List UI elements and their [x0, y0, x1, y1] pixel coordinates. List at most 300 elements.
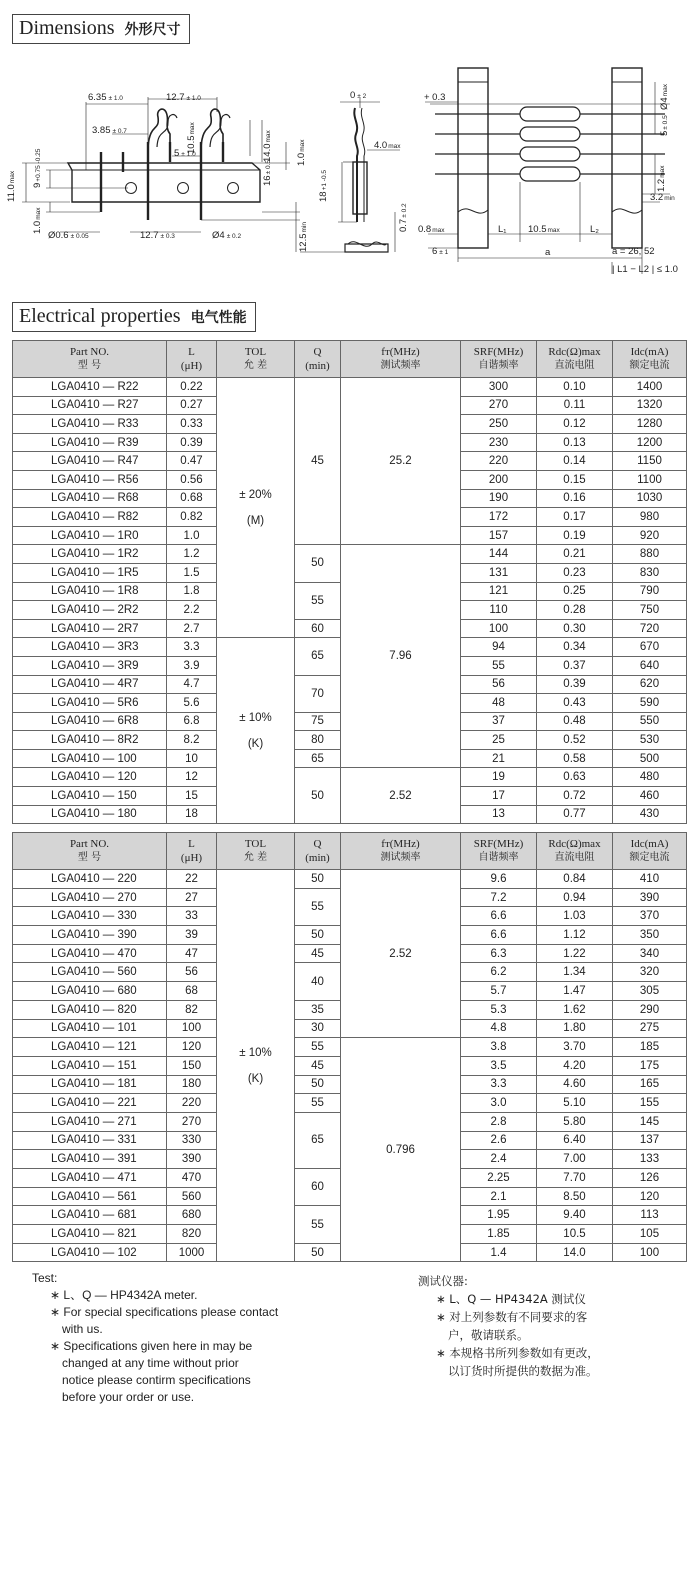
header-rdc: Rdc(Ω)max 直流电阻 [537, 833, 613, 870]
dim-12-5: 12.5min [298, 222, 309, 252]
cell-inductance: 68 [167, 982, 217, 1001]
cell-srf: 1.85 [461, 1225, 537, 1244]
cell-inductance: 39 [167, 926, 217, 945]
dim-body-dia: Ø4max [659, 84, 670, 110]
cell-srf: 144 [461, 545, 537, 564]
cell-idc: 430 [613, 805, 687, 824]
cell-srf: 172 [461, 508, 537, 527]
cell-idc: 1100 [613, 470, 687, 489]
note-zh-1: ∗ L、Q — HP4342A 测试仪 [436, 1292, 586, 1306]
cell-inductance: 47 [167, 944, 217, 963]
cell-rdc: 1.80 [537, 1019, 613, 1038]
electrical-table-2 [12, 832, 687, 1262]
cell-rdc: 0.48 [537, 712, 613, 731]
cell-q-min: 35 [295, 1000, 341, 1019]
cell-inductance: 3.3 [167, 638, 217, 657]
cell-q-min: 65 [295, 749, 341, 768]
cell-part-number: LGA0410 — 181 [13, 1075, 167, 1094]
dim-0-7: 0.7± 0.2 [398, 203, 409, 232]
cell-q-min: 55 [295, 1094, 341, 1113]
cell-test-frequency: 2.52 [341, 870, 461, 1038]
cell-rdc: 0.14 [537, 452, 613, 471]
cell-q-min: 45 [295, 378, 341, 545]
cell-rdc: 0.37 [537, 656, 613, 675]
dim-12-7-bottom: 12.7 ± 0.3 [140, 230, 175, 241]
dim-9: 9+0.75 -0.25 [32, 148, 43, 188]
cell-idc: 720 [613, 619, 687, 638]
cell-rdc: 0.17 [537, 508, 613, 527]
cell-part-number: LGA0410 — R39 [13, 433, 167, 452]
cell-part-number: LGA0410 — 121 [13, 1038, 167, 1057]
cell-part-number: LGA0410 — 1R8 [13, 582, 167, 601]
cell-rdc: 0.52 [537, 731, 613, 750]
dim-plus-0-3: + 0.3 [424, 92, 446, 103]
cell-srf: 6.3 [461, 944, 537, 963]
cell-srf: 2.25 [461, 1169, 537, 1188]
cell-idc: 830 [613, 563, 687, 582]
cell-inductance: 180 [167, 1075, 217, 1094]
cell-srf: 121 [461, 582, 537, 601]
cell-idc: 165 [613, 1075, 687, 1094]
header-tol: TOL 允 差 [217, 833, 295, 870]
tolerance-code: (K) [247, 1072, 264, 1085]
cell-q-min: 55 [295, 1206, 341, 1243]
cell-rdc: 4.60 [537, 1075, 613, 1094]
dim-1-0-bottom: 1.0max [32, 207, 43, 234]
cell-part-number: LGA0410 — 270 [13, 888, 167, 907]
cell-part-number: LGA0410 — 331 [13, 1131, 167, 1150]
cell-rdc: 0.16 [537, 489, 613, 508]
dim-18: 18+1 -0.5 [318, 170, 329, 202]
dim-5: 5 ± 1.0 [174, 148, 196, 159]
cell-rdc: 0.39 [537, 675, 613, 694]
cell-idc: 305 [613, 982, 687, 1001]
cell-rdc: 1.03 [537, 907, 613, 926]
notes-zh-title: 测试仪器: [418, 1274, 468, 1288]
cell-rdc: 0.25 [537, 582, 613, 601]
cell-inductance: 12 [167, 768, 217, 787]
cell-q-min: 50 [295, 870, 341, 889]
cell-idc: 290 [613, 1000, 687, 1019]
cell-q-min: 40 [295, 963, 341, 1000]
cell-part-number: LGA0410 — 390 [13, 926, 167, 945]
dim-l2: L₂ [590, 224, 599, 235]
cell-idc: 105 [613, 1225, 687, 1244]
cell-test-frequency: 7.96 [341, 545, 461, 768]
cell-rdc: 0.30 [537, 619, 613, 638]
cell-inductance: 560 [167, 1187, 217, 1206]
table-row [13, 1038, 687, 1057]
cell-srf: 17 [461, 787, 537, 806]
cell-srf: 200 [461, 470, 537, 489]
cell-test-frequency: 0.796 [341, 1038, 461, 1262]
cell-inductance: 0.33 [167, 415, 217, 434]
cell-srf: 1.95 [461, 1206, 537, 1225]
cell-idc: 320 [613, 963, 687, 982]
cell-rdc: 0.28 [537, 601, 613, 620]
cell-srf: 230 [461, 433, 537, 452]
note-en-3a: ∗ Specifications given here in may be [50, 1339, 253, 1353]
cell-rdc: 9.40 [537, 1206, 613, 1225]
electrical-title-en: Electrical properties [19, 305, 181, 327]
dim-10-5: 10.5max [186, 122, 197, 154]
cell-idc: 590 [613, 694, 687, 713]
cell-part-number: LGA0410 — R68 [13, 489, 167, 508]
cell-srf: 9.6 [461, 870, 537, 889]
dimensions-title-zh: 外形尺寸 [124, 22, 181, 38]
side-view [300, 98, 400, 252]
cell-part-number: LGA0410 — 3R3 [13, 638, 167, 657]
table-row [13, 768, 687, 787]
cell-rdc: 0.94 [537, 888, 613, 907]
cell-srf: 110 [461, 601, 537, 620]
cell-q-min: 55 [295, 888, 341, 925]
notes-zh [418, 1272, 599, 1380]
cell-idc: 1030 [613, 489, 687, 508]
cell-rdc: 5.10 [537, 1094, 613, 1113]
dimensions-title [12, 14, 190, 44]
electrical-title [12, 302, 256, 332]
cell-idc: 880 [613, 545, 687, 564]
cell-idc: 126 [613, 1169, 687, 1188]
cell-part-number: LGA0410 — 221 [13, 1094, 167, 1113]
cell-srf: 55 [461, 656, 537, 675]
cell-srf: 3.0 [461, 1094, 537, 1113]
cell-inductance: 0.39 [167, 433, 217, 452]
dim-l1: L₁ [498, 224, 507, 235]
cell-srf: 220 [461, 452, 537, 471]
cell-idc: 275 [613, 1019, 687, 1038]
cell-q-min: 50 [295, 768, 341, 824]
dimensions-title-en: Dimensions [19, 17, 115, 39]
cell-idc: 500 [613, 749, 687, 768]
cell-idc: 340 [613, 944, 687, 963]
cell-rdc: 7.70 [537, 1169, 613, 1188]
cell-srf: 56 [461, 675, 537, 694]
cell-part-number: LGA0410 — 820 [13, 1000, 167, 1019]
cell-idc: 790 [613, 582, 687, 601]
cell-srf: 6.6 [461, 907, 537, 926]
header-idc: Idc(mA) 额定电流 [613, 833, 687, 870]
cell-inductance: 18 [167, 805, 217, 824]
cell-rdc: 0.43 [537, 694, 613, 713]
cell-part-number: LGA0410 — 561 [13, 1187, 167, 1206]
dimensions-drawing [0, 52, 700, 282]
cell-inductance: 330 [167, 1131, 217, 1150]
cell-srf: 5.7 [461, 982, 537, 1001]
cell-idc: 137 [613, 1131, 687, 1150]
cell-inductance: 1.2 [167, 545, 217, 564]
cell-rdc: 4.20 [537, 1056, 613, 1075]
header-part: Part NO. 型 号 [13, 341, 167, 378]
cell-idc: 1150 [613, 452, 687, 471]
cell-inductance: 820 [167, 1225, 217, 1244]
note-en-1: ∗ L、Q — HP4342A meter. [50, 1288, 198, 1302]
cell-tolerance [217, 378, 295, 638]
cell-q-min: 70 [295, 675, 341, 712]
cell-rdc: 0.72 [537, 787, 613, 806]
header-ft: fт(MHz) 测试频率 [341, 833, 461, 870]
cell-part-number: LGA0410 — 180 [13, 805, 167, 824]
cell-part-number: LGA0410 — 102 [13, 1243, 167, 1262]
dim-3-2: 3.2min [650, 192, 675, 203]
note-en-3d: before your order or use. [62, 1390, 195, 1404]
cell-part-number: LGA0410 — 1R2 [13, 545, 167, 564]
cell-srf: 3.5 [461, 1056, 537, 1075]
tolerance-value: ± 10% [239, 1046, 272, 1059]
cell-part-number: LGA0410 — 150 [13, 787, 167, 806]
cell-part-number: LGA0410 — 120 [13, 768, 167, 787]
cell-rdc: 0.11 [537, 396, 613, 415]
cell-idc: 480 [613, 768, 687, 787]
cell-q-min: 60 [295, 619, 341, 638]
tolerance-code: (K) [247, 737, 264, 750]
cell-rdc: 6.40 [537, 1131, 613, 1150]
cell-idc: 670 [613, 638, 687, 657]
cell-idc: 113 [613, 1206, 687, 1225]
note-en-3b: changed at any time without prior [62, 1356, 239, 1370]
cell-srf: 157 [461, 526, 537, 545]
cell-idc: 750 [613, 601, 687, 620]
cell-rdc: 0.19 [537, 526, 613, 545]
cell-inductance: 56 [167, 963, 217, 982]
cell-part-number: LGA0410 — R56 [13, 470, 167, 489]
cell-idc: 530 [613, 731, 687, 750]
cell-idc: 370 [613, 907, 687, 926]
dim-0: 0 ± 2 [350, 90, 367, 101]
cell-rdc: 0.63 [537, 768, 613, 787]
note-zh-2b: 户，敬请联系。 [448, 1328, 529, 1342]
cell-rdc: 10.5 [537, 1225, 613, 1244]
cell-srf: 270 [461, 396, 537, 415]
cell-inductance: 0.82 [167, 508, 217, 527]
tolerance-code: (M) [246, 514, 265, 527]
cell-inductance: 270 [167, 1112, 217, 1131]
cell-part-number: LGA0410 — 3R9 [13, 656, 167, 675]
cell-inductance: 120 [167, 1038, 217, 1057]
cell-inductance: 0.56 [167, 470, 217, 489]
cell-test-frequency: 25.2 [341, 378, 461, 545]
note-en-2b: with us. [62, 1322, 103, 1336]
cell-inductance: 0.22 [167, 378, 217, 397]
cell-rdc: 0.77 [537, 805, 613, 824]
header-q: Q (min) [295, 833, 341, 870]
cell-part-number: LGA0410 — 220 [13, 870, 167, 889]
cell-rdc: 1.47 [537, 982, 613, 1001]
cell-inductance: 2.7 [167, 619, 217, 638]
cell-part-number: LGA0410 — 330 [13, 907, 167, 926]
cell-part-number: LGA0410 — 4R7 [13, 675, 167, 694]
cell-rdc: 0.58 [537, 749, 613, 768]
cell-inductance: 0.68 [167, 489, 217, 508]
cell-part-number: LGA0410 — 391 [13, 1150, 167, 1169]
table-row [13, 870, 687, 889]
cell-part-number: LGA0410 — 2R7 [13, 619, 167, 638]
header-tol: TOL 允 差 [217, 341, 295, 378]
cell-idc: 145 [613, 1112, 687, 1131]
note-zh-2a: ∗ 对上列参数有不同要求的客 [436, 1310, 588, 1324]
cell-part-number: LGA0410 — 680 [13, 982, 167, 1001]
dim-a: a [545, 247, 551, 258]
cell-srf: 131 [461, 563, 537, 582]
cell-srf: 300 [461, 378, 537, 397]
cell-srf: 6.2 [461, 963, 537, 982]
cell-srf: 4.8 [461, 1019, 537, 1038]
top-view [425, 68, 670, 274]
cell-q-min: 65 [295, 1112, 341, 1168]
table-header-row [13, 341, 687, 378]
cell-srf: 94 [461, 638, 537, 657]
dim-pitch-5: 5± 0.5 [659, 115, 670, 136]
notes-en [32, 1270, 278, 1406]
cell-part-number: LGA0410 — 5R6 [13, 694, 167, 713]
cell-inductance: 1.8 [167, 582, 217, 601]
cell-idc: 155 [613, 1094, 687, 1113]
cell-inductance: 470 [167, 1169, 217, 1188]
cell-q-min: 50 [295, 545, 341, 582]
cell-idc: 920 [613, 526, 687, 545]
cell-rdc: 0.15 [537, 470, 613, 489]
cell-srf: 250 [461, 415, 537, 434]
tolerance-value: ± 10% [239, 711, 272, 724]
dim-6: 6 ± 1 [432, 246, 449, 257]
cell-idc: 133 [613, 1150, 687, 1169]
header-l: L (μH) [167, 341, 217, 378]
cell-q-min: 55 [295, 582, 341, 619]
cell-inductance: 2.2 [167, 601, 217, 620]
cell-q-min: 45 [295, 944, 341, 963]
cell-idc: 1200 [613, 433, 687, 452]
table-header-row [13, 833, 687, 870]
cell-srf: 48 [461, 694, 537, 713]
cell-inductance: 1.0 [167, 526, 217, 545]
cell-part-number: LGA0410 — 2R2 [13, 601, 167, 620]
note-en-3c: notice please contirm specifications [62, 1373, 251, 1387]
cell-rdc: 7.00 [537, 1150, 613, 1169]
cell-inductance: 5.6 [167, 694, 217, 713]
cell-inductance: 390 [167, 1150, 217, 1169]
cell-rdc: 0.21 [537, 545, 613, 564]
cell-rdc: 0.23 [537, 563, 613, 582]
cell-rdc: 0.84 [537, 870, 613, 889]
cell-part-number: LGA0410 — R82 [13, 508, 167, 527]
cell-idc: 1400 [613, 378, 687, 397]
cell-rdc: 1.62 [537, 1000, 613, 1019]
cell-idc: 350 [613, 926, 687, 945]
cell-part-number: LGA0410 — 470 [13, 944, 167, 963]
cell-srf: 5.3 [461, 1000, 537, 1019]
dim-1-0-right: 1.0max [296, 139, 307, 166]
cell-part-number: LGA0410 — 1R0 [13, 526, 167, 545]
header-srf: SRF(MHz) 自谐频率 [461, 833, 537, 870]
dim-l-rule: | L1 − L2 | ≤ 1.0 [612, 264, 678, 275]
cell-rdc: 0.34 [537, 638, 613, 657]
cell-q-min: 50 [295, 1243, 341, 1262]
cell-rdc: 1.22 [537, 944, 613, 963]
cell-rdc: 0.12 [537, 415, 613, 434]
cell-part-number: LGA0410 — 271 [13, 1112, 167, 1131]
cell-srf: 2.6 [461, 1131, 537, 1150]
cell-inductance: 680 [167, 1206, 217, 1225]
cell-inductance: 150 [167, 1056, 217, 1075]
cell-inductance: 100 [167, 1019, 217, 1038]
cell-idc: 550 [613, 712, 687, 731]
cell-srf: 2.8 [461, 1112, 537, 1131]
cell-idc: 175 [613, 1056, 687, 1075]
cell-srf: 1.4 [461, 1243, 537, 1262]
cell-inductance: 220 [167, 1094, 217, 1113]
cell-idc: 1320 [613, 396, 687, 415]
cell-q-min: 55 [295, 1038, 341, 1057]
dim-14-0: 14.0max [262, 130, 273, 162]
cell-q-min: 80 [295, 731, 341, 750]
cell-rdc: 0.10 [537, 378, 613, 397]
cell-part-number: LGA0410 — 681 [13, 1206, 167, 1225]
dim-0-8: 0.8max [418, 224, 445, 235]
cell-inductance: 82 [167, 1000, 217, 1019]
cell-rdc: 8.50 [537, 1187, 613, 1206]
cell-inductance: 27 [167, 888, 217, 907]
cell-q-min: 30 [295, 1019, 341, 1038]
cell-part-number: LGA0410 — 471 [13, 1169, 167, 1188]
note-en-2a: ∗ For special specifications please contact [50, 1305, 279, 1319]
cell-part-number: LGA0410 — 100 [13, 749, 167, 768]
cell-tolerance [217, 870, 295, 1262]
dim-3-85: 3.85 ± 0.7 [92, 125, 127, 136]
cell-inductance: 6.8 [167, 712, 217, 731]
cell-rdc: 0.13 [537, 433, 613, 452]
note-zh-3a: ∗ 本规格书所列参数如有更改， [436, 1346, 599, 1360]
cell-part-number: LGA0410 — R33 [13, 415, 167, 434]
cell-test-frequency: 2.52 [341, 768, 461, 824]
dim-6-35: 6.35 ± 1.0 [88, 92, 123, 103]
header-q: Q (min) [295, 341, 341, 378]
cell-inductance: 1000 [167, 1243, 217, 1262]
cell-idc: 460 [613, 787, 687, 806]
cell-inductance: 10 [167, 749, 217, 768]
dim-lead-dia: Ø0.6 ± 0.05 [48, 230, 89, 241]
dim-a-value: a = 26, 52 [612, 246, 655, 257]
cell-q-min: 65 [295, 638, 341, 675]
cell-q-min: 50 [295, 1075, 341, 1094]
electrical-table-1 [12, 340, 687, 824]
cell-q-min: 75 [295, 712, 341, 731]
cell-srf: 25 [461, 731, 537, 750]
header-ft: fт(MHz) 测试频率 [341, 341, 461, 378]
cell-q-min: 50 [295, 926, 341, 945]
cell-rdc: 1.12 [537, 926, 613, 945]
cell-inductance: 4.7 [167, 675, 217, 694]
cell-idc: 390 [613, 888, 687, 907]
header-l: L (μH) [167, 833, 217, 870]
cell-inductance: 3.9 [167, 656, 217, 675]
cell-inductance: 0.47 [167, 452, 217, 471]
cell-rdc: 1.34 [537, 963, 613, 982]
cell-srf: 37 [461, 712, 537, 731]
table-row [13, 545, 687, 564]
cell-srf: 190 [461, 489, 537, 508]
cell-part-number: LGA0410 — 8R2 [13, 731, 167, 750]
dim-12-7-top: 12.7 ± 1.0 [166, 92, 201, 103]
cell-srf: 7.2 [461, 888, 537, 907]
cell-part-number: LGA0410 — 6R8 [13, 712, 167, 731]
cell-idc: 185 [613, 1038, 687, 1057]
cell-inductance: 8.2 [167, 731, 217, 750]
tolerance-value: ± 20% [239, 488, 272, 501]
cell-srf: 100 [461, 619, 537, 638]
table-row [13, 378, 687, 397]
notes-en-title: Test: [32, 1271, 58, 1285]
